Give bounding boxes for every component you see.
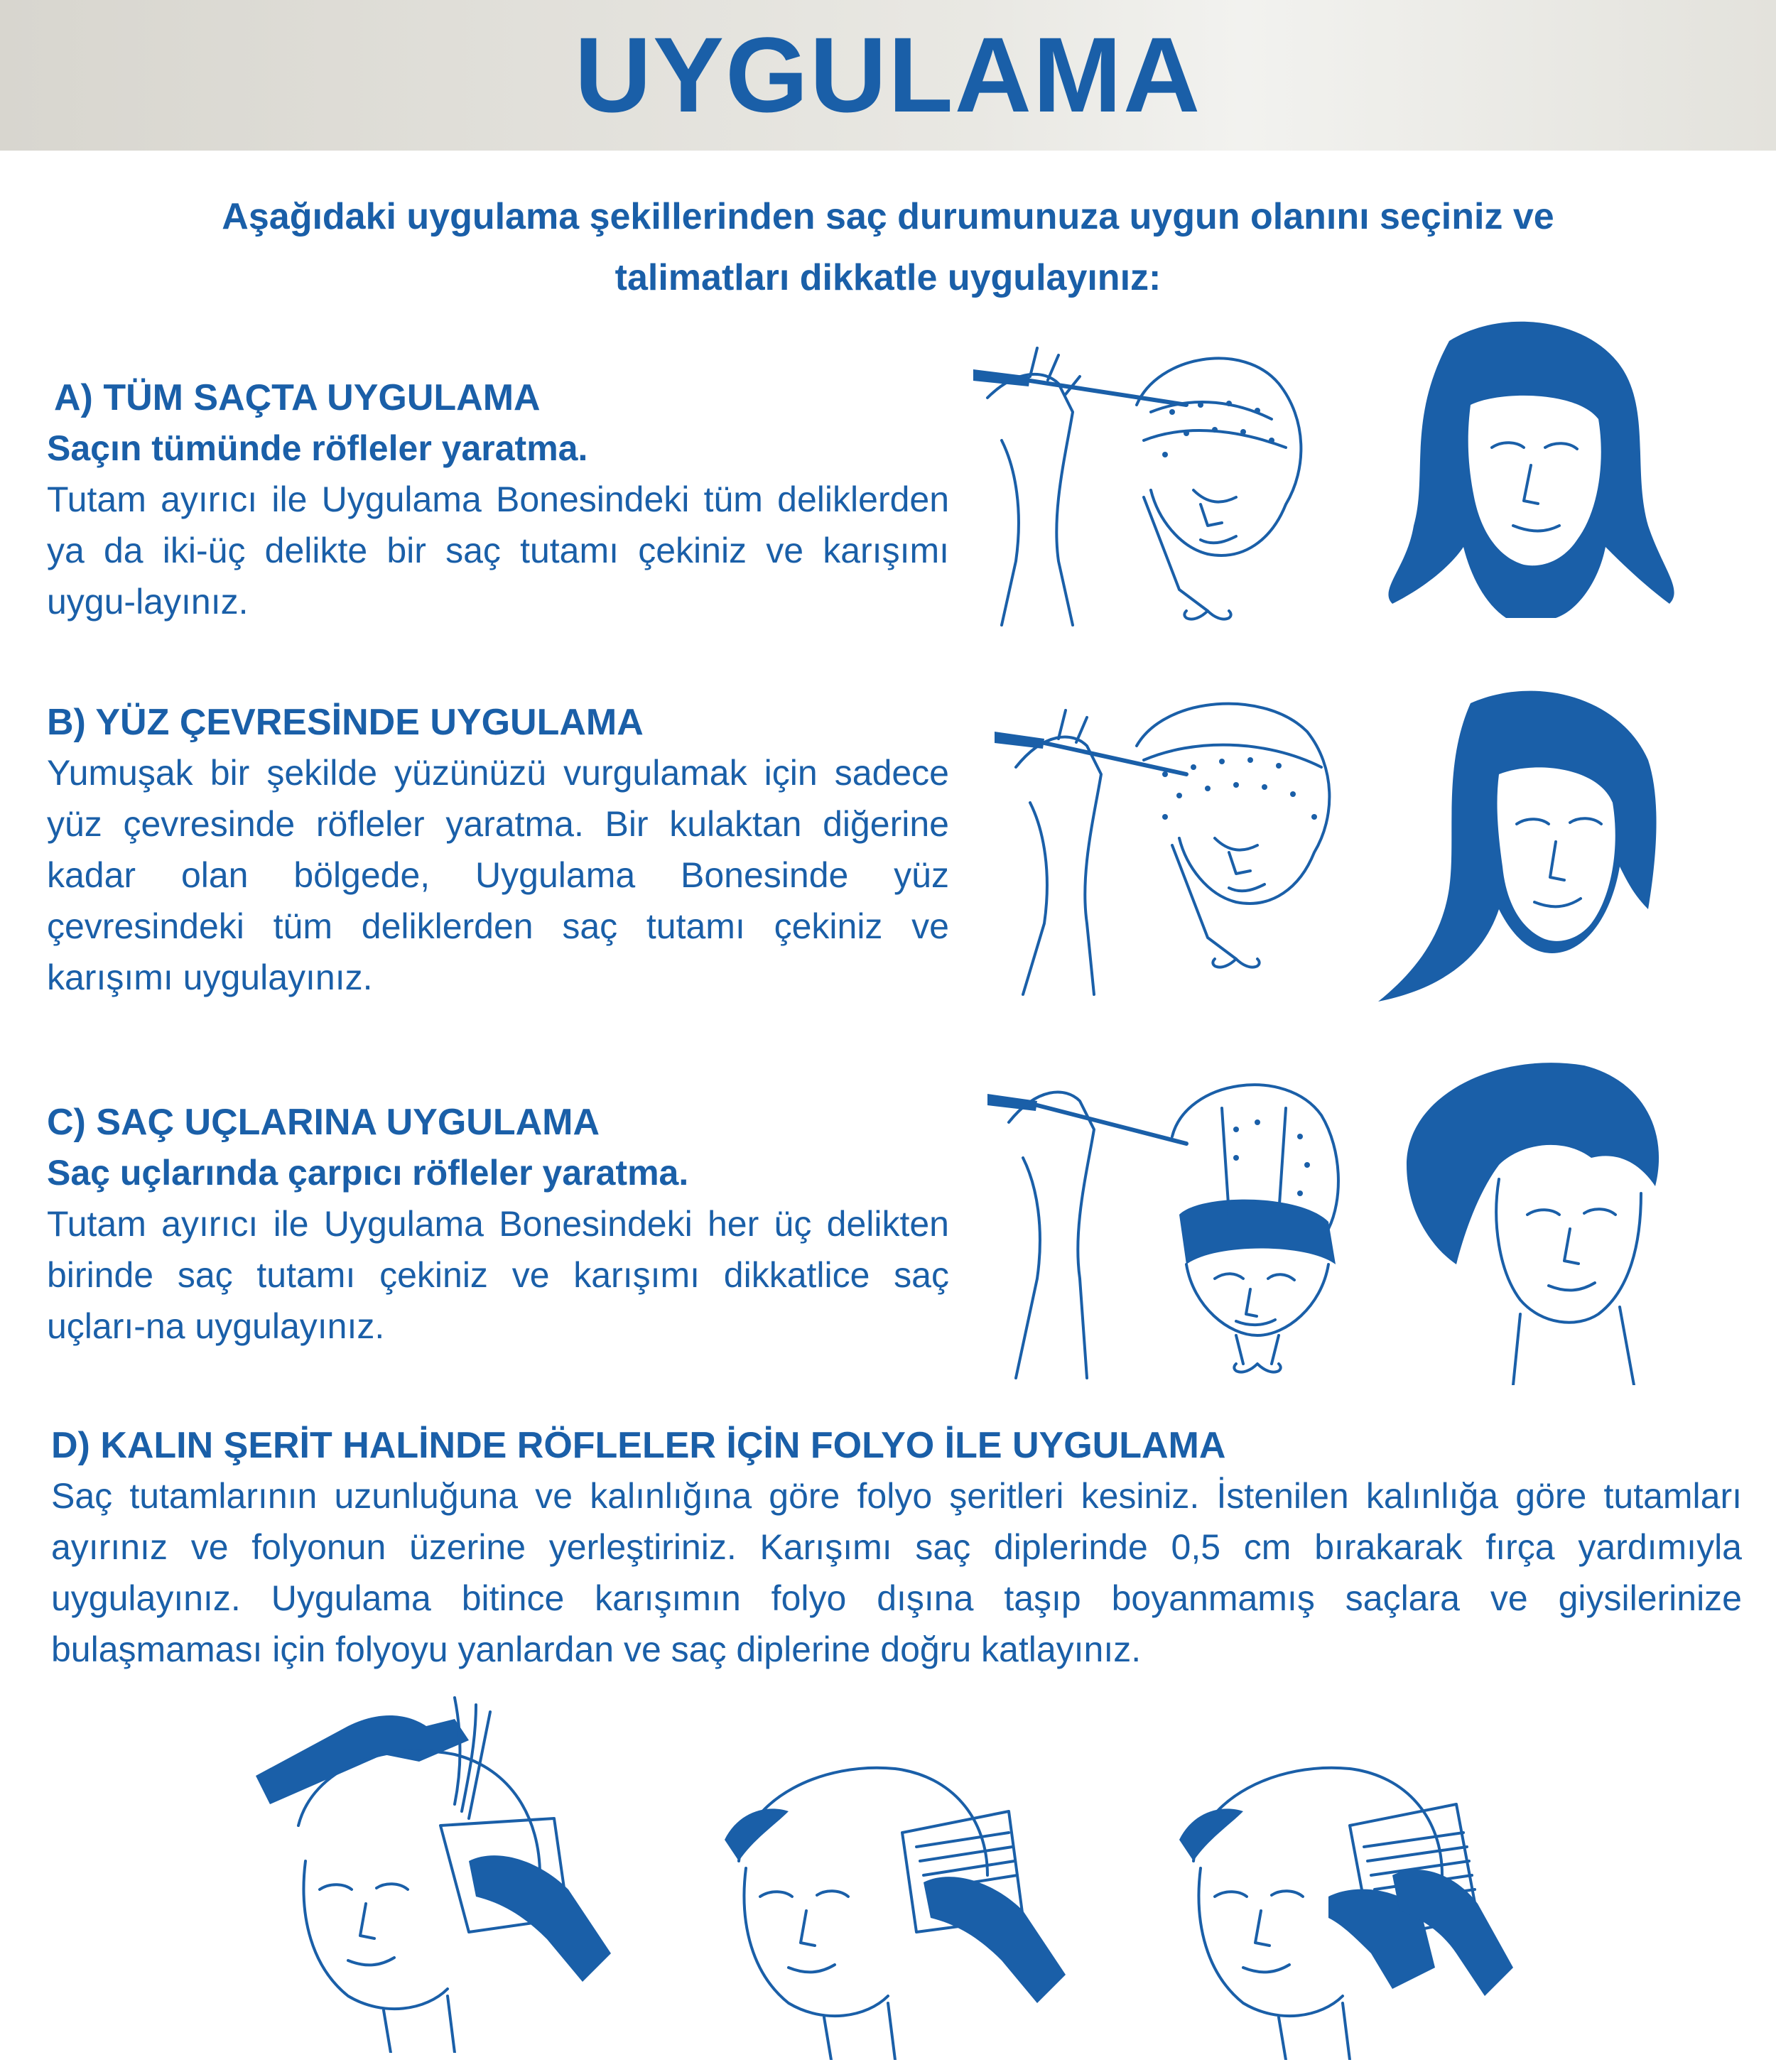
section-a	[47, 373, 949, 627]
foil-application-illustration-3	[1165, 1754, 1549, 2060]
section-d-body: Saç tutamlarının uzunluğuna ve kalınlığına göre folyo şeritleri kesiniz. İstenilen kalınlığa göre tutamları ayırınız ve folyonun üzerine yerleştiriniz. Karışımı saç diplerinde 0,5 cm bırakarak fırça yardımıyla uygulayınız. Uygulama bitince karışımın folyo dışına taşıp boyanmamış saçlara ve giysilerinize bulaşmaması için folyoyu yanlardan ve saç diplerine doğru katlayınız.	[51, 1476, 1742, 1669]
section-b-body: Yumuşak bir şekilde yüzünüzü vurgulamak için sadece yüz çevresinde röfleler yaratma. Bir kulaktan diğerine kadar olan bölgede, Uygulama Bonesinde yüz çevresindeki tüm deliklerden saç tutamı çekiniz ve karışımı uygulayınız.	[47, 753, 949, 997]
cap-brush-illustration-c	[987, 1051, 1357, 1385]
section-d-title: D) KALIN ŞERİT HALİNDE RÖFLELER İÇİN FOLYO İLE UYGULAMA	[51, 1425, 1226, 1466]
foil-application-illustration-2	[710, 1754, 1094, 2060]
page-title: UYGULAMA	[574, 15, 1202, 134]
section-c-body: Tutam ayırıcı ile Uygulama Bonesindeki her üç delikten birinde saç tutamı çekiniz ve karışımı dikkatlice saç uçları-na uygulayınız.	[47, 1204, 949, 1346]
section-a-title: A) TÜM SAÇTA UYGULAMA	[54, 377, 541, 418]
section-c	[47, 1097, 949, 1352]
intro-text: Aşağıdaki uygulama şekillerinden saç durumunuza uygun olanını seçiniz ve talimatları dikkatle uygulayınız:	[222, 196, 1554, 298]
woman-face-illustration-a	[1364, 313, 1691, 625]
cap-brush-illustration-a	[973, 327, 1371, 639]
woman-face-illustration-c	[1378, 1051, 1677, 1385]
section-a-body: Tutam ayırıcı ile Uygulama Bonesindeki tüm deliklerden ya da iki-üç delikte bir saç tutamı çekiniz ve karışımı uygu-layınız.	[47, 479, 949, 622]
title-banner	[0, 0, 1776, 151]
cap-brush-illustration-b	[995, 682, 1364, 1002]
section-c-title: C) SAÇ UÇLARINA UYGULAMA	[47, 1102, 600, 1143]
section-b-title: B) YÜZ ÇEVRESİNDE UYGULAMA	[47, 702, 644, 743]
section-a-subtitle: Saçın tümünde röfleler yaratma.	[47, 428, 588, 468]
section-b	[47, 698, 949, 1003]
foil-application-illustration-1	[242, 1683, 639, 2053]
section-c-subtitle: Saç uçlarında çarpıcı röfleler yaratma.	[47, 1153, 689, 1193]
section-d	[51, 1421, 1742, 1675]
woman-face-illustration-b	[1364, 682, 1684, 1009]
